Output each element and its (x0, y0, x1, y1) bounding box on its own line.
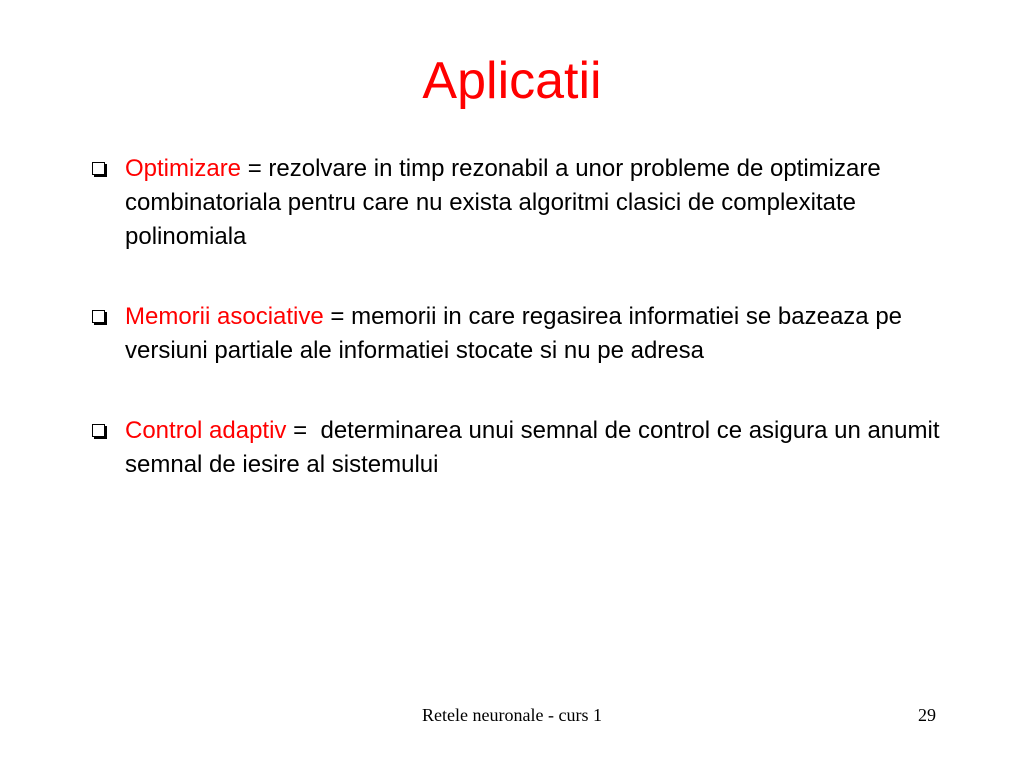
bullet-term: Control adaptiv (125, 417, 287, 444)
bullet-text: memorii in care regasirea informatiei se bazeaza pe versiuni partiale ale informatiei stocate si nu pe adresa (125, 303, 903, 364)
bullet-item-control-adaptiv (92, 414, 952, 482)
bullet-text: rezolvare in timp rezonabil a unor probleme de optimizare combinatoriala pentru care nu exista algoritmi clasici de complexitate polinomiala (125, 155, 881, 250)
bullet-item-optimizare (92, 152, 952, 254)
bullet-separator: = (286, 417, 321, 444)
bullet-separator: = (323, 303, 352, 330)
bullet-separator: = (241, 155, 269, 182)
footer-course-title: Retele neuronale - curs 1 (422, 705, 602, 725)
bullet-term: Optimizare (125, 155, 242, 182)
bullet-term: Memorii asociative (125, 303, 324, 330)
bullet-list (92, 152, 952, 528)
slide-title: Aplicatii (422, 52, 602, 110)
bullet-text: determinarea unui semnal de control ce asigura un anumit semnal de iesire al sistemului (125, 417, 940, 478)
hollow-square-bullet-icon (92, 424, 105, 437)
page-number: 29 (918, 705, 936, 725)
hollow-square-bullet-icon (92, 310, 105, 323)
hollow-square-bullet-icon (92, 162, 105, 175)
bullet-item-memorii-asociative (92, 300, 952, 368)
